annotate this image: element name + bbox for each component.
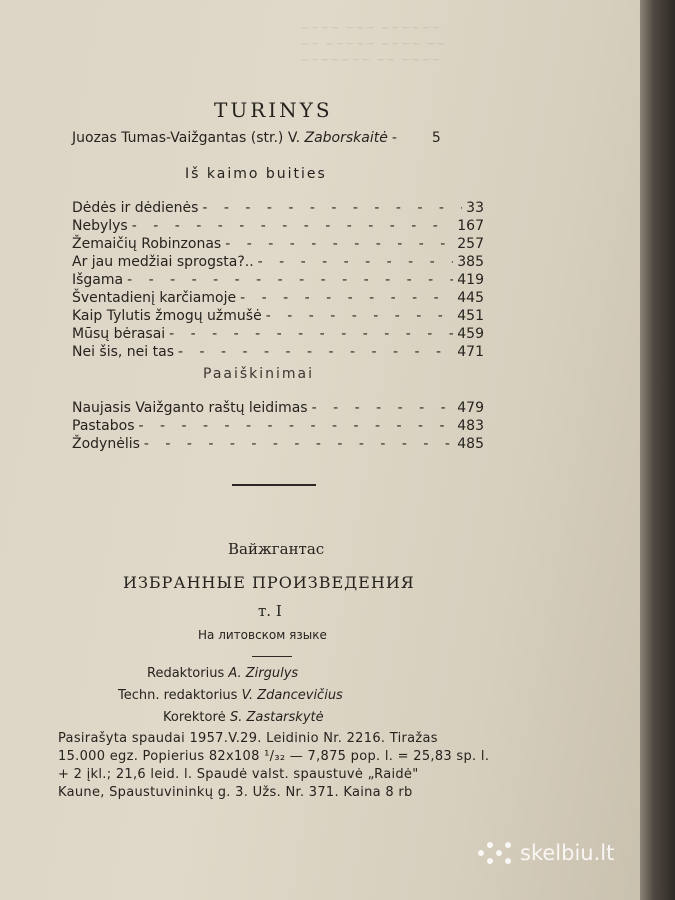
leader-dots xyxy=(202,200,462,216)
toc-page-number: 471 xyxy=(457,344,484,360)
leader-dots xyxy=(139,418,454,434)
page-title: TURINYS xyxy=(214,98,333,122)
toc-entry xyxy=(72,326,484,346)
tech-editor-credit xyxy=(118,688,343,703)
imprint-line: Kaune, Spaustuvininkų g. 3. Užs. Nr. 371. Kaina 8 rb xyxy=(58,785,413,800)
toc-author-entry xyxy=(72,130,484,150)
leader-dots xyxy=(392,130,414,146)
toc-page-number: 257 xyxy=(457,236,484,252)
toc-entry-title: Mūsų bėrasai xyxy=(72,326,166,342)
imprint-line: 15.000 egz. Popierius 82x108 ¹/₃₂ — 7,875 pop. l. = 25,83 sp. l. xyxy=(58,749,490,764)
leader-dots xyxy=(240,290,453,306)
toc-page-number: 419 xyxy=(457,272,484,288)
leader-dots xyxy=(178,344,453,360)
toc-entry-title: Žemaičių Robinzonas xyxy=(72,236,222,252)
toc-page-number: 459 xyxy=(457,326,484,342)
toc-page-number: 5 xyxy=(431,130,441,146)
toc-entry xyxy=(72,200,484,220)
divider-rule-small xyxy=(252,656,292,657)
toc-entry-title: Šventadienį karčiamoje xyxy=(72,290,237,306)
leader-dots xyxy=(312,400,454,416)
leader-dots xyxy=(266,308,454,324)
russian-language-note: На литовском языке xyxy=(198,628,327,642)
credit-label: Korektorė xyxy=(163,710,230,725)
credit-label: Redaktorius xyxy=(147,666,229,681)
watermark xyxy=(478,838,614,868)
leader-dots xyxy=(127,272,453,288)
watermark-text: skelbiu.lt xyxy=(520,841,615,865)
toc-entry-title: Pastabos xyxy=(72,418,135,434)
toc-entry-title: Išgama xyxy=(72,272,124,288)
toc-entry xyxy=(72,254,484,274)
toc-entry-title: Ar jau medžiai sprogsta?.. xyxy=(72,254,254,270)
editor-credit xyxy=(147,666,298,681)
toc-page-number: 167 xyxy=(457,218,484,234)
toc-entry xyxy=(72,308,484,328)
toc-page-number: 479 xyxy=(457,400,484,416)
toc-entry xyxy=(72,436,484,456)
russian-author: Вайжгантас xyxy=(228,540,325,558)
author-entry-name: Zaborskaitė xyxy=(304,130,388,146)
toc-entry xyxy=(72,272,484,292)
author-entry-text: Juozas Tumas-Vaižgantas (str.) V. xyxy=(72,130,305,146)
toc-entry xyxy=(72,400,484,420)
page-edge-shadow xyxy=(640,0,675,900)
imprint-line: Pasirašyta spaudai 1957.V.29. Leidinio Nr. 2216. Tiražas xyxy=(58,731,438,746)
toc-page-number: 33 xyxy=(466,200,484,216)
bleed-through-text: ~~~~ ~~~ ~~~~~~ ~~ ~~~~~ ~~~~ ~~ ~~~~~~~ ~~ ~~~~ xyxy=(300,21,447,66)
toc-entry-title: Nei šis, nei tas xyxy=(72,344,174,360)
credit-name: V. Zdancevičius xyxy=(241,688,343,703)
toc-page-number: 445 xyxy=(457,290,484,306)
russian-title: ИЗБРАННЫЕ ПРОИЗВЕДЕНИЯ xyxy=(123,573,415,592)
credit-name: A. Zirgulys xyxy=(228,666,299,681)
section-heading: Iš kaimo buities xyxy=(185,166,327,182)
imprint-block xyxy=(58,730,528,802)
toc-entry xyxy=(72,236,484,256)
proofreader-credit xyxy=(163,710,324,725)
leader-dots xyxy=(169,326,453,342)
leader-dots xyxy=(225,236,453,252)
toc-page-number: 485 xyxy=(457,436,484,452)
credit-name: S. Zastarskytė xyxy=(229,710,324,725)
divider-rule xyxy=(232,484,316,486)
toc-entry xyxy=(72,218,484,238)
leader-dots xyxy=(132,218,454,234)
toc-entry-title: Žodynėlis xyxy=(72,436,140,452)
toc-page-number: 483 xyxy=(457,418,484,434)
toc-entry xyxy=(72,344,484,364)
dots-logo-icon xyxy=(478,838,514,868)
toc-entry-title: Kaip Tylutis žmogų užmušė xyxy=(72,308,262,324)
toc-entry-title: Dėdės ir dėdienės xyxy=(72,200,199,216)
toc-entry-title: Nebylys xyxy=(72,218,128,234)
imprint-line: + 2 įkl.; 21,6 leid. l. Spaudė valst. spaustuvė „Raidė" xyxy=(58,767,419,782)
leader-dots xyxy=(144,436,453,452)
toc-page-number: 451 xyxy=(457,308,484,324)
toc-entry xyxy=(72,290,484,310)
leader-dots xyxy=(258,254,454,270)
russian-volume: т. I xyxy=(258,602,282,620)
toc-page-number: 385 xyxy=(457,254,484,270)
toc-entry xyxy=(72,418,484,438)
toc-entry-title: Naujasis Vaižganto raštų leidimas xyxy=(72,400,308,416)
credit-label: Techn. redaktorius xyxy=(118,688,242,703)
section-heading: Paaiškinimai xyxy=(203,366,315,382)
